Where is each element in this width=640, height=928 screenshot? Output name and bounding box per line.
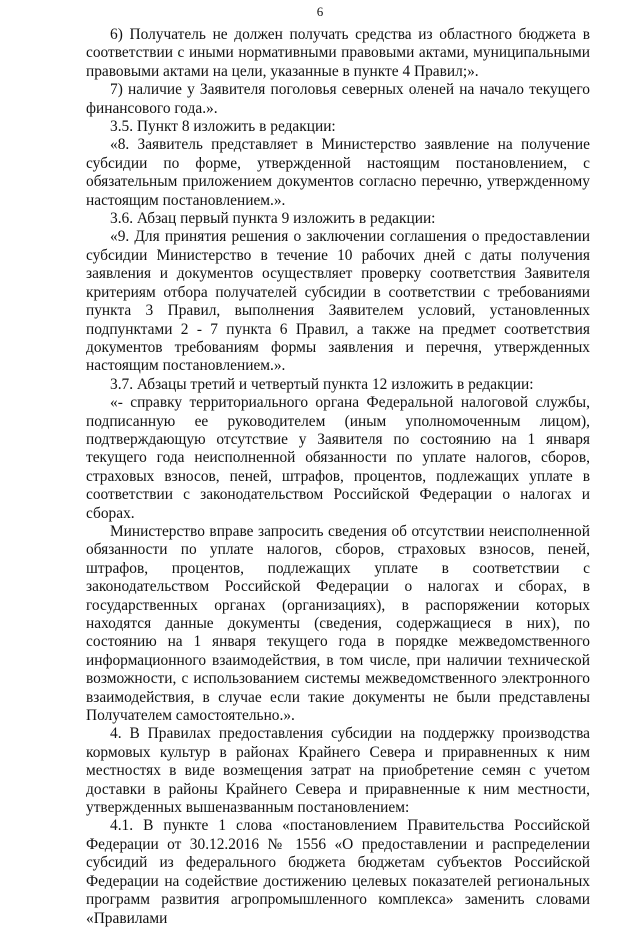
paragraph-9-text: «9. Для принятия решения о заключении соглашения о предоставлении субсидии Министерство в течение 10 рабочих дней с даты получения заявления и документов осуществляет проверку соответствия Заявителя критериям отбора получателей субсидии в соответствии с требованиями пункта 3 Правил, выполнения Заявителем условий, установленных подпунктами 2 - 7 пункта 6 Правил, а также на предмет соответствия документов требованиям формы заявления и перечня, утвержденных настоящим постановлением.».	[86, 228, 590, 375]
paragraph-3-7-heading: 3.7. Абзацы третий и четвертый пункта 12 изложить в редакции:	[110, 375, 534, 393]
paragraph-ministry-request: Министерство вправе запросить сведения об отсутствии неисполненной обязанности по уплате налогов, сборов, страховых взносов, пеней, штрафов, процентов, подлежащих уплате в соответствии с законодательством Российской Федерации о налогах и сборах, в государственных органах (организациях), в распоряжении которых находятся данные документы (сведения, содержащиеся в них), по состоянию на 1 января текущего года в порядке межведомственного информационного взаимодействия, в том числе, при наличии технической возможности, с использованием системы межведомственного электронного взаимодействия, в случае если такие документы не были представлены Получателем самостоятельно.».	[86, 522, 590, 725]
page-number: 6	[316, 4, 324, 19]
paragraph-7-condition: 7) наличие у Заявителя поголовья северных оленей на начало текущего финансового года.».	[86, 81, 590, 117]
paragraph-8-text: «8. Заявитель представляет в Министерство заявление на получение субсидии по форме, утвержденной настоящим постановлением, с обязательным приложением документов согласно перечню, утвержденному настоящим постановлением.».	[86, 136, 590, 209]
paragraph-tax-certificate: «- справку территориального органа Федеральной налоговой службы, подписанную ее руководителем (иным уполномоченным лицом), подтверждающую отсутствие у Заявителя по состоянию на 1 января текущего года неисполненной обязанности по уплате налогов, сборов, страховых взносов, пеней, штрафов, процентов, подлежащих уплате в соответствии с законодательством Российской Федерации о налогах и сборах.	[86, 394, 590, 522]
document-body	[86, 26, 590, 928]
paragraph-3-5-heading: 3.5. Пункт 8 изложить в редакции:	[110, 118, 336, 136]
paragraph-6-condition: 6) Получатель не должен получать средства из областного бюджета в соответствии с иными нормативными правовыми актами, муниципальными правовыми актами на цели, указанные в пункте 4 Правил;».	[86, 26, 590, 80]
paragraph-4-1-text: 4.1. В пункте 1 слова «постановлением Правительства Российской Федерации от 30.12.2016 № 1556 «О предоставлении и распределении субсидий из федерального бюджета бюджетам субъектов Российской Федерации на содействие достижению целевых показателей региональных программ развития агропромышленного комплекса» заменить словами «Правилами	[86, 817, 590, 927]
paragraph-4-rules: 4. В Правилах предоставления субсидии на поддержку производства кормовых культур в районах Крайнего Севера и приравненных к ним местностях в виде возмещения затрат на приобретение семян с учетом доставки в районы Крайнего Севера и приравненные к ним местности, утвержденных вышеназванным постановлением:	[86, 725, 590, 817]
paragraph-3-6-heading: 3.6. Абзац первый пункта 9 изложить в редакции:	[110, 210, 436, 228]
